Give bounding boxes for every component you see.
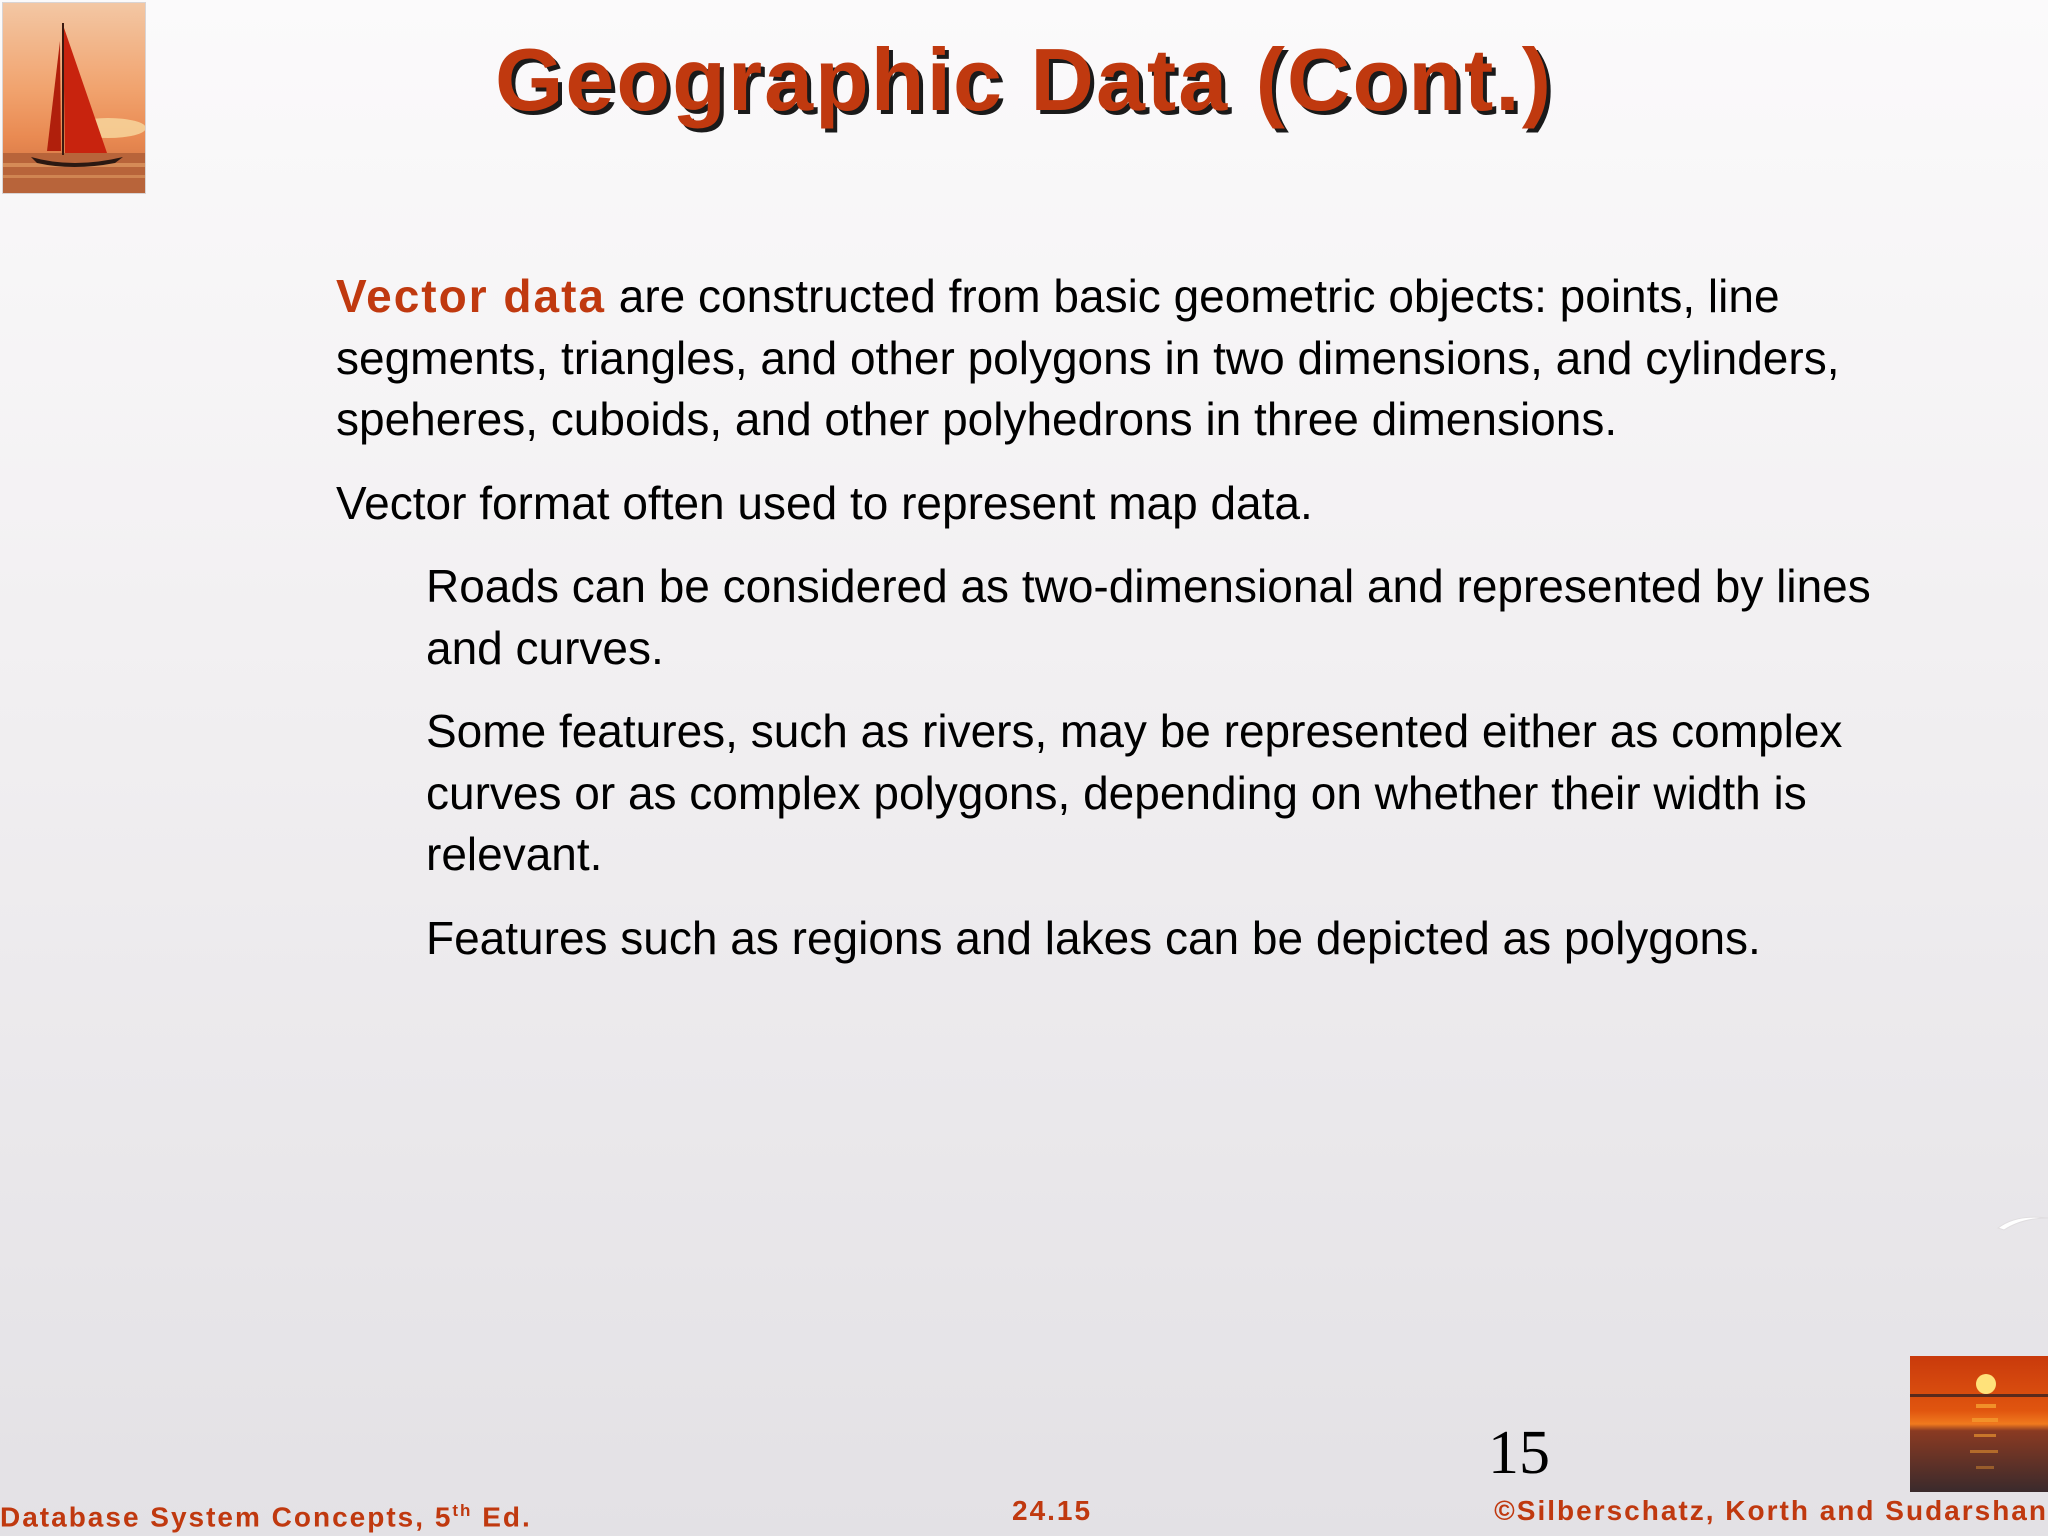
paragraph-text: are constructed from basic geometric objects: points, line segments, triangles, and other polygons in two dimensions, and cylinders, speheres, cuboids, and other polyhedrons in three dimensions.	[336, 270, 1840, 445]
keyword-vector-data: Vector data	[336, 270, 606, 322]
footer-book-title	[0, 1494, 532, 1534]
slide-body	[336, 266, 1896, 991]
paragraph-vector-data	[336, 266, 1896, 451]
footer-edition-superscript: th	[452, 1501, 473, 1520]
footer-slide-ref: 24.15	[1012, 1495, 1093, 1526]
sub-paragraph-regions-lakes: Features such as regions and lakes can be depicted as polygons.	[426, 911, 1761, 964]
footer-copyright: ©Silberschatz, Korth and Sudarshan	[1494, 1495, 2048, 1526]
slide-title: Geographic Data (Cont.)	[494, 30, 1554, 129]
swoosh-icon	[1996, 1212, 2048, 1232]
sunset-logo-icon	[1910, 1356, 2048, 1492]
paragraph-vector-format: Vector format often used to represent map data.	[336, 476, 1313, 529]
footer-book-title-text: Database System Concepts, 5	[0, 1501, 453, 1533]
page-number: 15	[1488, 1419, 1550, 1487]
sub-paragraph-rivers: Some features, such as rivers, may be represented either as complex curves or as complex polygons, depending on whether their width is relevant.	[426, 705, 1843, 880]
sub-paragraph-roads: Roads can be considered as two-dimensional and represented by lines and curves.	[426, 560, 1871, 674]
footer-edition-suffix: Ed.	[472, 1501, 532, 1533]
